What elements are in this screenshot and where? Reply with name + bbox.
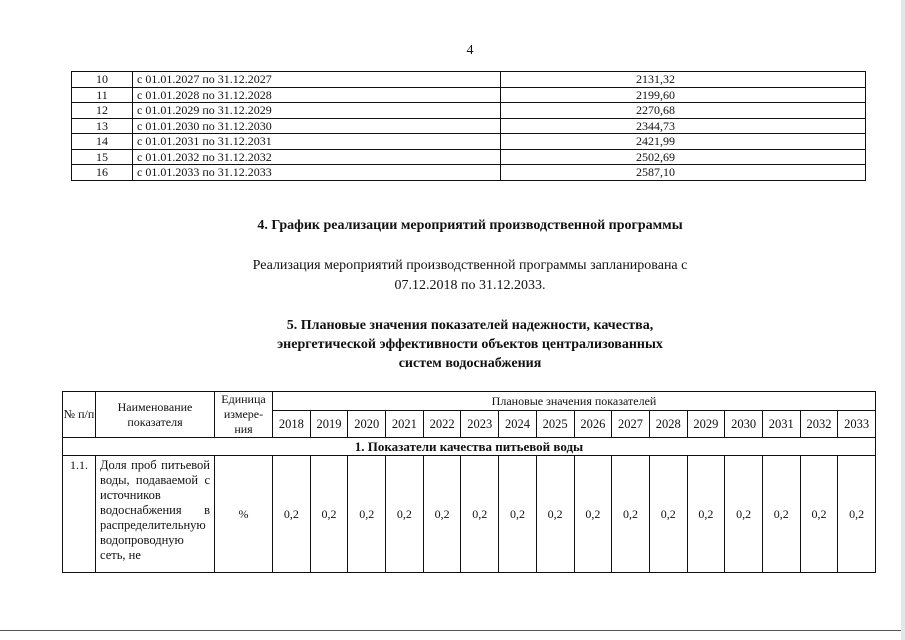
tariff-row-number: 14 xyxy=(72,134,133,150)
year-header: 2022 xyxy=(423,411,461,438)
section-4-paragraph xyxy=(0,256,905,296)
tariff-row xyxy=(72,103,866,119)
indicator-value: 0,2 xyxy=(348,456,386,573)
col-name-header: Наименование показателя xyxy=(96,392,215,438)
indicator-value: 0,2 xyxy=(461,456,499,573)
tariff-row-number: 15 xyxy=(72,149,133,165)
tariff-row-value: 2502,69 xyxy=(501,149,866,165)
tariff-row-period: с 01.01.2029 по 31.12.2029 xyxy=(133,103,501,119)
indicator-value: 0,2 xyxy=(273,456,311,573)
indicator-unit: % xyxy=(215,456,273,573)
page-bottom-edge xyxy=(0,630,905,631)
indicators-table xyxy=(62,391,876,573)
tariff-row-value: 2587,10 xyxy=(501,165,866,181)
tariff-row xyxy=(72,149,866,165)
indicator-value: 0,2 xyxy=(612,456,650,573)
year-header: 2028 xyxy=(649,411,687,438)
year-header: 2031 xyxy=(762,411,800,438)
tariff-row-period: с 01.01.2033 по 31.12.2033 xyxy=(133,165,501,181)
section-4-heading: 4. График реализации мероприятий производственной программы xyxy=(257,218,683,233)
page-number: 4 xyxy=(466,43,474,58)
year-header: 2029 xyxy=(687,411,725,438)
indicator-value: 0,2 xyxy=(687,456,725,573)
year-header: 2024 xyxy=(499,411,537,438)
indicator-value: 0,2 xyxy=(838,456,876,573)
col-unit-header: Единица измере-ния xyxy=(215,392,273,438)
tariff-row-value: 2199,60 xyxy=(501,87,866,103)
section-5-heading-line3: систем водоснабжения xyxy=(398,356,542,371)
year-header: 2021 xyxy=(386,411,424,438)
year-header: 2018 xyxy=(273,411,311,438)
tariff-table xyxy=(71,71,866,181)
section-5-heading xyxy=(0,316,905,373)
tariff-row xyxy=(72,87,866,103)
section-title-row: 1. Показатели качества питьевой воды xyxy=(63,438,876,456)
indicator-value: 0,2 xyxy=(536,456,574,573)
year-header: 2023 xyxy=(461,411,499,438)
tariff-row-number: 11 xyxy=(72,87,133,103)
indicator-value: 0,2 xyxy=(800,456,838,573)
year-header: 2032 xyxy=(800,411,838,438)
year-header: 2027 xyxy=(612,411,650,438)
tariff-row xyxy=(72,72,866,88)
indicator-name: Доля проб питьевой воды, подаваемой с источников водоснабжения в распределительную водопроводную сеть, не xyxy=(96,456,215,573)
year-header: 2019 xyxy=(310,411,348,438)
tariff-row-value: 2344,73 xyxy=(501,118,866,134)
indicator-value: 0,2 xyxy=(499,456,537,573)
indicator-value: 0,2 xyxy=(725,456,763,573)
indicator-value: 0,2 xyxy=(574,456,612,573)
section-4-paragraph-line2: 07.12.2018 по 31.12.2033. xyxy=(394,278,546,293)
year-header: 2020 xyxy=(348,411,386,438)
indicator-value: 0,2 xyxy=(423,456,461,573)
year-header: 2026 xyxy=(574,411,612,438)
col-plan-header: Плановые значения показателей xyxy=(273,392,876,411)
tariff-row xyxy=(72,134,866,150)
indicator-value: 0,2 xyxy=(386,456,424,573)
year-header: 2030 xyxy=(725,411,763,438)
tariff-row-number: 16 xyxy=(72,165,133,181)
year-header: 2025 xyxy=(536,411,574,438)
tariff-row-period: с 01.01.2028 по 31.12.2028 xyxy=(133,87,501,103)
tariff-row xyxy=(72,118,866,134)
indicator-value: 0,2 xyxy=(310,456,348,573)
row-number: 1.1. xyxy=(63,456,96,573)
indicator-value: 0,2 xyxy=(762,456,800,573)
tariff-row-value: 2270,68 xyxy=(501,103,866,119)
section-5-heading-line2: энергетической эффективности объектов централизованных xyxy=(277,337,663,352)
tariff-row-value: 2131,32 xyxy=(501,72,866,88)
section-5-heading-line1: 5. Плановые значения показателей надежности, качества, xyxy=(286,318,654,333)
tariff-row-number: 13 xyxy=(72,118,133,134)
tariff-row-value: 2421,99 xyxy=(501,134,866,150)
tariff-row xyxy=(72,165,866,181)
tariff-row-period: с 01.01.2031 по 31.12.2031 xyxy=(133,134,501,150)
tariff-row-number: 12 xyxy=(72,103,133,119)
page-right-edge xyxy=(901,0,905,640)
tariff-row-period: с 01.01.2030 по 31.12.2030 xyxy=(133,118,501,134)
indicator-value: 0,2 xyxy=(649,456,687,573)
tariff-row-period: с 01.01.2027 по 31.12.2027 xyxy=(133,72,501,88)
tariff-row-period: с 01.01.2032 по 31.12.2032 xyxy=(133,149,501,165)
section-4-paragraph-line1: Реализация мероприятий производственной программы запланирована с xyxy=(252,258,688,273)
col-number-header: № п/п xyxy=(63,392,96,438)
year-header: 2033 xyxy=(838,411,876,438)
tariff-row-number: 10 xyxy=(72,72,133,88)
